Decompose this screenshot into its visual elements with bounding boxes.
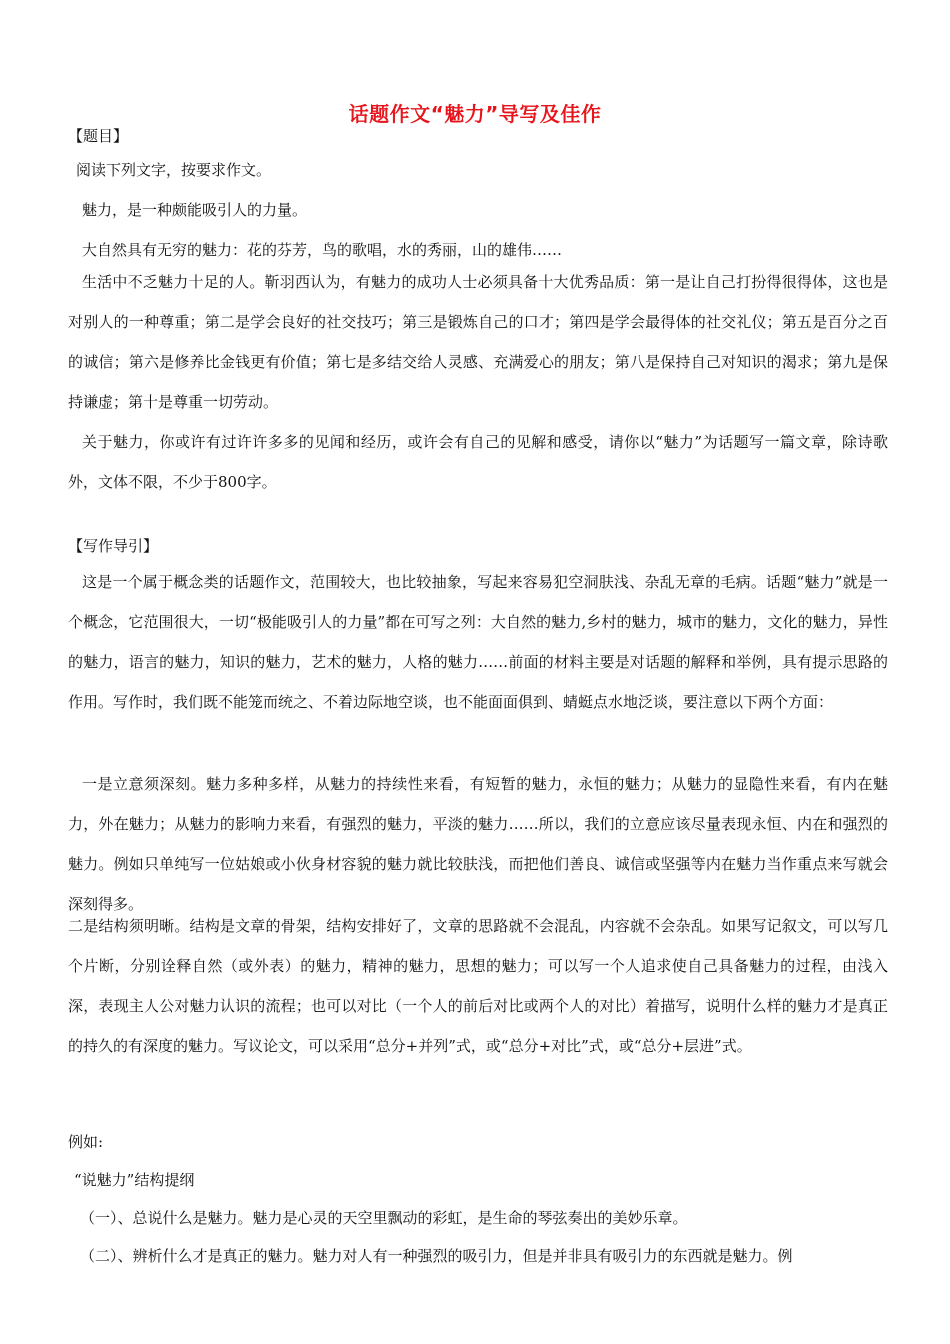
- topic-definition: 魅力，是一种颇能吸引人的力量。: [82, 201, 308, 219]
- guide-point-one: 一是立意须深刻。魅力多种多样，从魅力的持续性来看，有短暂的魅力，永恒的魅力；从魅力的显隐性来看，有内在魅力，外在魅力；从魅力的影响力来看，有强烈的魅力，平淡的魅力……所以，我们的立意应该尽量表现永恒、内在和强烈的魅力。例如只单纯写一位姑娘或小伙身材容貌的魅力就比较肤浅，而把他们善良、诚信或坚强等内在魅力当作重点来写就会深刻得多。: [68, 775, 888, 913]
- topic-requirement: 关于魅力，你或许有过许许多多的见闻和经历，或许会有自己的见解和感受，请你以“魅力”为话题写一篇文章，除诗歌外，文体不限，不少于800字。: [68, 433, 888, 491]
- guide-overview: 这是一个属于概念类的话题作文，范围较大，也比较抽象，写起来容易犯空洞肤浅、杂乱无章的毛病。话题“魅力”就是一个概念，它范围很大，一切“极能吸引人的力量”都在可写之列：大自然的魅力,乡村的魅力，城市的魅力，文化的魅力，异性的魅力，语言的魅力，知识的魅力，艺术的魅力，人格的魅力……前面的材料主要是对话题的解释和举例，具有提示思路的作用。写作时，我们既不能笼而统之、不着边际地空谈，也不能面面俱到、蜻蜓点水地泛谈，要注意以下两个方面：: [68, 573, 888, 711]
- guide-point-two: 二是结构须明晰。结构是文章的骨架，结构安排好了，文章的思路就不会混乱，内容就不会杂乱。如果写记叙文，可以写几个片断，分别诠释自然（或外表）的魅力，精神的魅力，思想的魅力；可以写一个人追求使自己具备魅力的过程，由浅入深，表现主人公对魅力认识的流程；也可以对比（一个人的前后对比或两个人的对比）着描写，说明什么样的魅力才是真正的持久的有深度的魅力。写议论文，可以采用“总分+并列”式，或“总分+对比”式，或“总分+层进”式。: [68, 917, 888, 1055]
- topic-instruction: 阅读下列文字，按要求作文。: [76, 161, 272, 179]
- example-label: 例如:: [68, 1133, 104, 1151]
- outline-item-1: （一）、总说什么是魅力。魅力是心灵的天空里飘动的彩虹，是生命的琴弦奏出的美妙乐章。: [80, 1209, 688, 1227]
- outline-title: “说魅力”结构提纲: [74, 1171, 195, 1189]
- outline-item-2: （二）、辨析什么才是真正的魅力。魅力对人有一种强烈的吸引力，但是并非具有吸引力的东西就是魅力。例: [80, 1247, 793, 1265]
- document-title: 话题作文“魅力”导写及佳作: [348, 102, 602, 126]
- guide-section-label: 【写作导引】: [68, 537, 159, 555]
- topic-qualities: 生活中不乏魅力十足的人。靳羽西认为，有魅力的成功人士必须具备十大优秀品质：第一是让自己打扮得很得体，这也是对别人的一种尊重；第二是学会良好的社交技巧；第三是锻炼自己的口才；第四是学会最得体的社交礼仪；第五是百分之百的诚信；第六是修养比金钱更有价值；第七是多结交给人灵感、充满爱心的朋友；第八是保持自己对知识的渴求；第九是保持谦虚；第十是尊重一切劳动。: [68, 273, 888, 411]
- topic-section-label: 【题目】: [68, 127, 129, 145]
- topic-nature: 大自然具有无穷的魅力：花的芬芳，鸟的歌唱，水的秀丽，山的雄伟……: [82, 241, 563, 259]
